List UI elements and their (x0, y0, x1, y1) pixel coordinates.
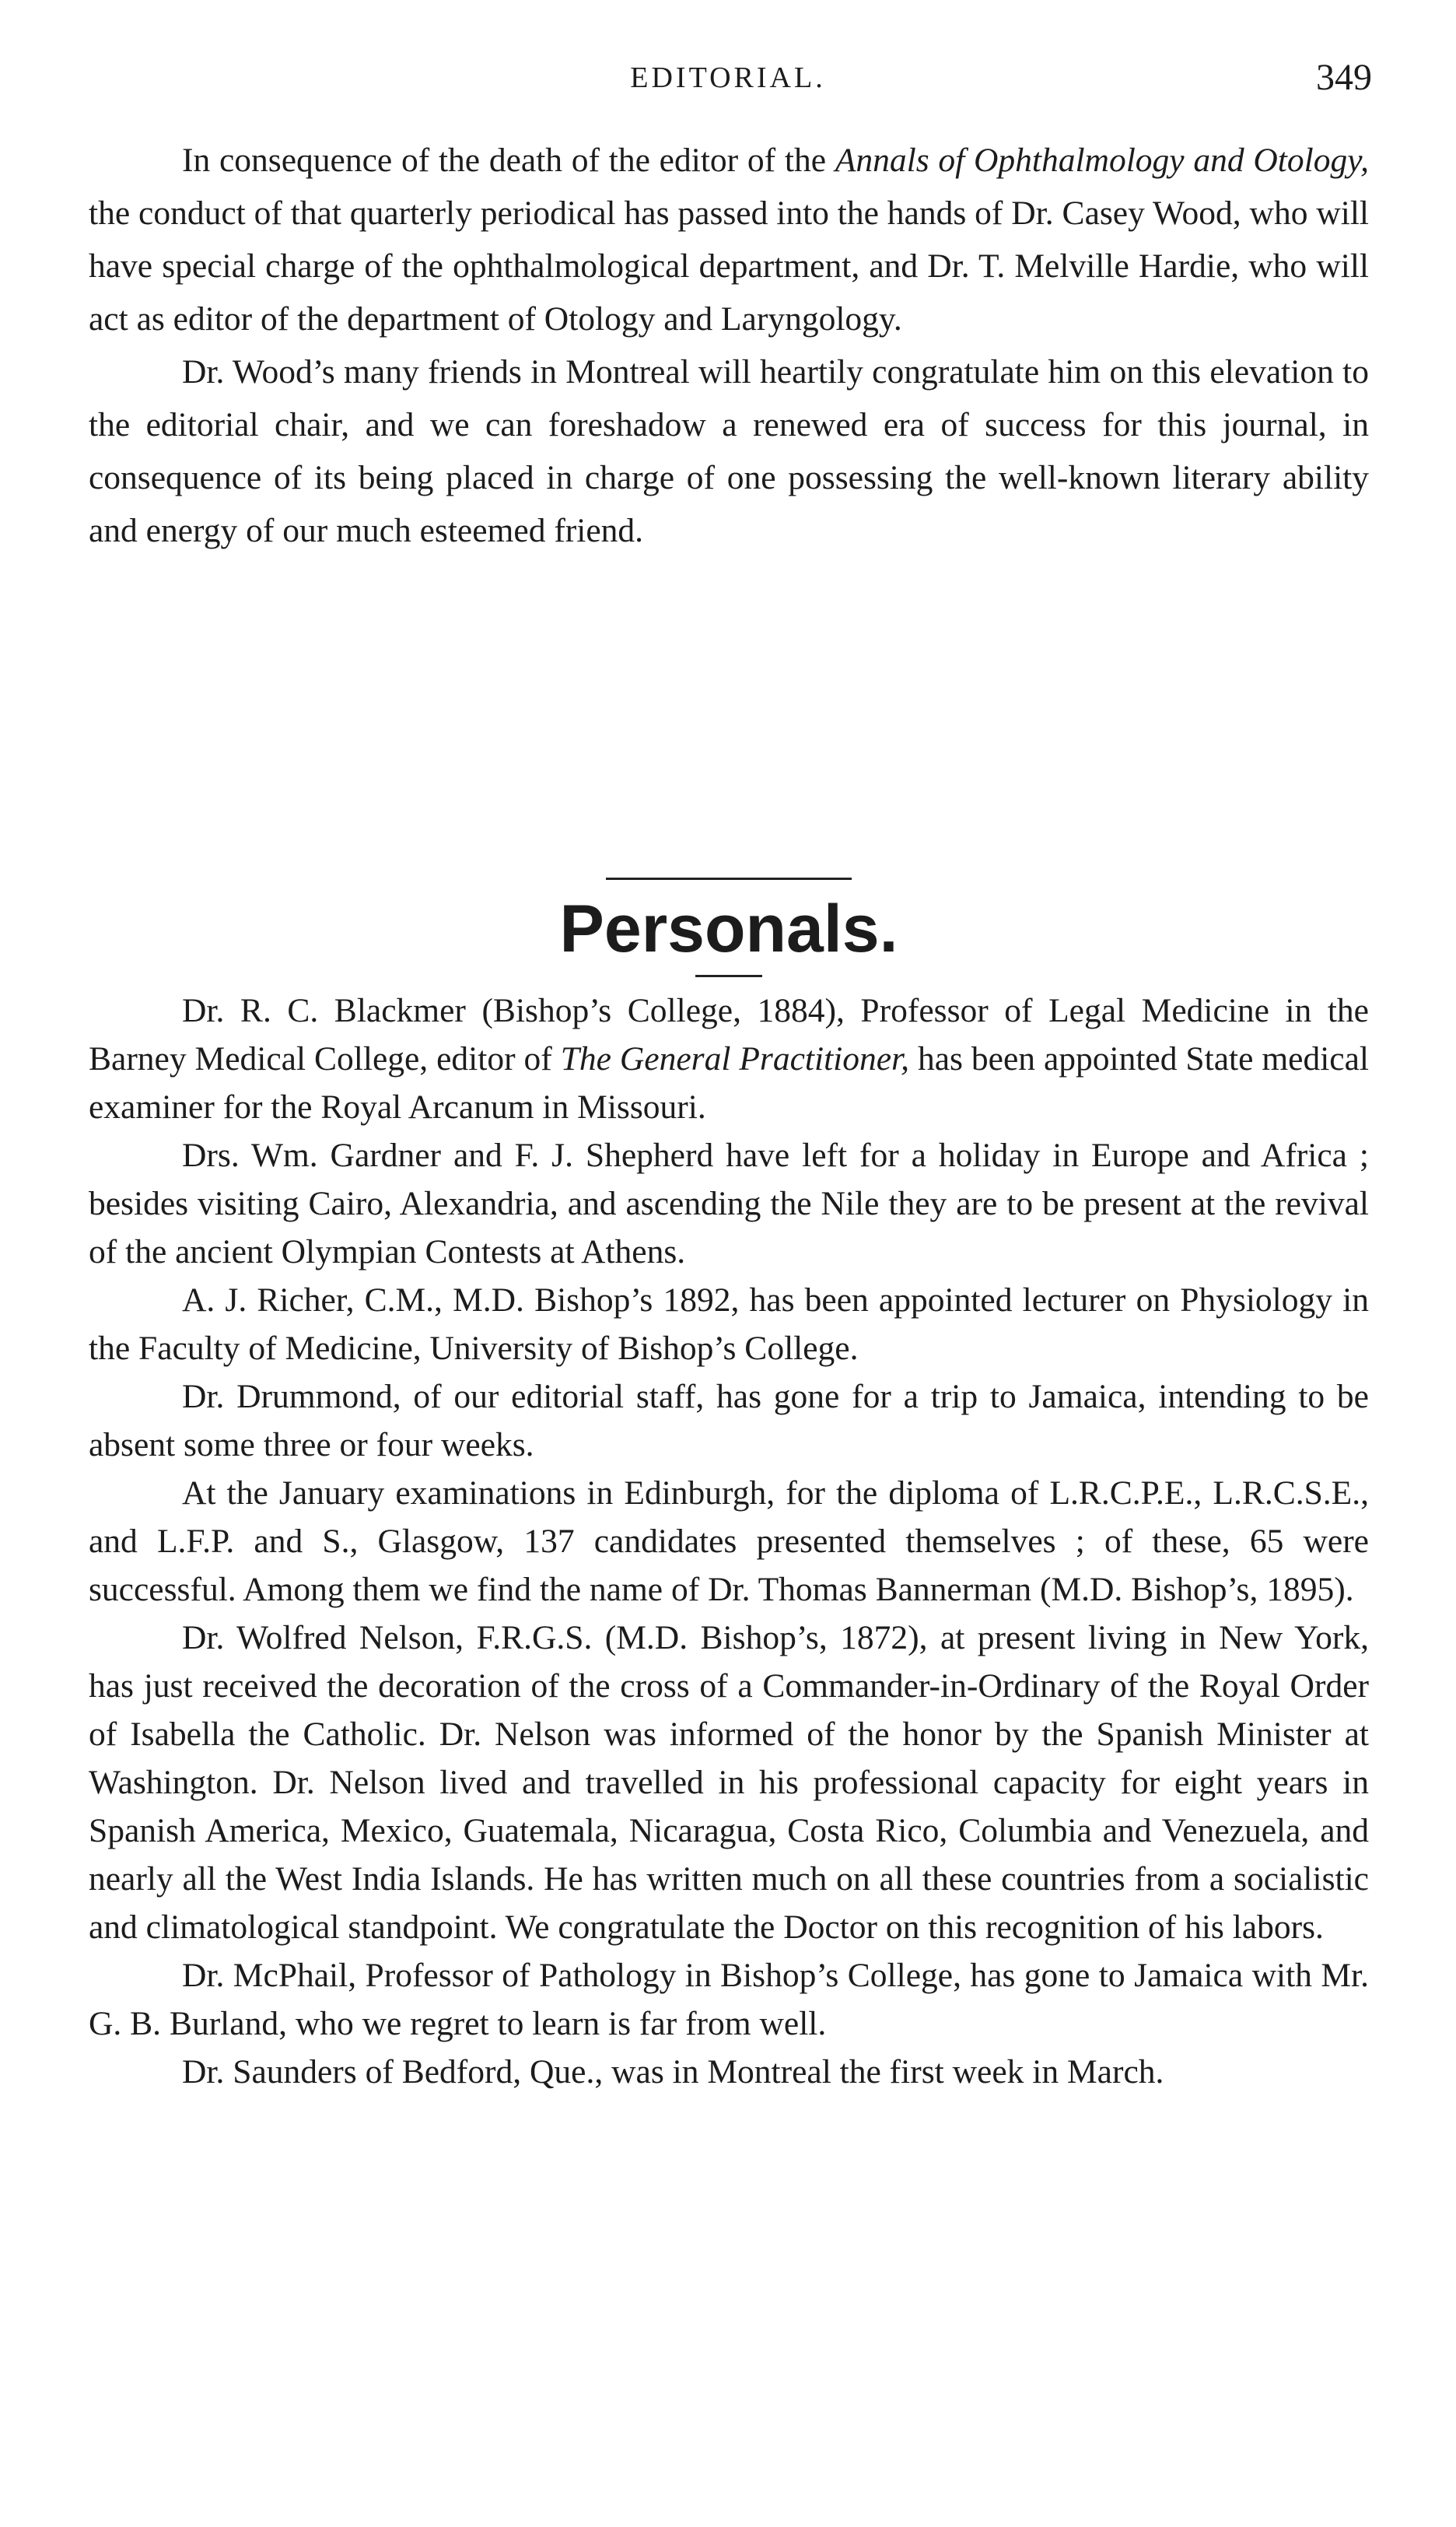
personal-item-nelson: Dr. Wolfred Nelson, F.R.G.S. (M.D. Bishop’s, 1872), at present living in New York, has just received the decoration of the cross of a Commander-in-Ordinary of the Royal Order of Isabella the Catholic. Dr. Nelson was informed of the honor by the Spanish Minister at Washington. Dr. Nelson lived and travelled in his professional capacity for eight years in Spanish America, Mexico, Guatemala, Nicaragua, Costa Rico, Columbia and Venezuela, and nearly all the West India Islands. He has written much on all these countries from a socialistic and climatological standpoint. We congratulate the Doctor on this recognition of his labors. (89, 1619, 1369, 1946)
paragraph-text: has been appointed State medical examiner for the Royal Arcanum in Missouri. (89, 1040, 1370, 1126)
editorial-section (89, 134, 1369, 557)
personal-item-gardner-shepherd: Drs. Wm. Gardner and F. J. Shepherd have left for a holiday in Europe and Africa ; besides visiting Cairo, Alexandria, and ascending the Nile they are to be present at the revival of the ancient Olympian Contests at Athens. (89, 1137, 1369, 1271)
personal-item-mcphail: Dr. McPhail, Professor of Pathology in Bishop’s College, has gone to Jamaica with Mr. G. B. Burland, who we regret to learn is far from well. (89, 1957, 1369, 2042)
personal-item-edinburgh-exams: At the January examinations in Edinburgh, for the diploma of L.R.C.P.E., L.R.C.S.E., and L.F.P. and S., Glasgow, 137 candidates presented themselves ; of these, 65 were successful. Among them we find the name of Dr. Thomas Bannerman (M.D. Bishop’s, 1895). (89, 1474, 1369, 1608)
section-divider-bottom (695, 975, 762, 977)
personal-item-richer: A. J. Richer, C.M., M.D. Bishop’s 1892, has been appointed lecturer on Physiology in the Faculty of Medicine, University of Bishop’s College. (89, 1281, 1369, 1367)
paragraph-text: Dr. R. C. Blackmer (Bishop’s College, 1884), Professor of Legal Medicine in the Barney Medical College, editor of (89, 992, 1369, 1078)
personals-list (89, 987, 1369, 2096)
editorial-paragraph-2: Dr. Wood’s many friends in Montreal will heartily congratulate him on this elevation to the editorial chair, and we can foreshadow a renewed era of success for this journal, in consequence of its being placed in charge of one possessing the well-known literary ability and energy of our much esteemed friend. (89, 353, 1369, 549)
page-header (0, 56, 1456, 110)
page-number: 349 (1316, 57, 1372, 98)
editorial-paragraph-1 (89, 134, 1369, 345)
running-title: EDITORIAL. (630, 61, 826, 94)
journal-title-italic: The General Practitioner, (560, 1040, 910, 1078)
journal-title-italic: Annals of Ophthalmology and Otology, (835, 142, 1369, 179)
paragraph-text: In consequence of the death of the editor of the (182, 142, 835, 179)
section-heading: Personals. (559, 892, 898, 966)
personal-item-drummond: Dr. Drummond, of our editorial staff, has gone for a trip to Jamaica, intending to be absent some three or four weeks. (89, 1378, 1369, 1463)
personal-item-blackmer (89, 987, 1369, 1131)
personals-section (89, 878, 1369, 2096)
paragraph-text: the conduct of that quarterly periodical has passed into the hands of Dr. Casey Wood, who will have special charge of the ophthalmological department, and Dr. T. Melville Hardie, who will act as editor of the department of Otology and Laryngology. (89, 195, 1369, 338)
section-divider-top (606, 878, 852, 880)
personal-item-saunders: Dr. Saunders of Bedford, Que., was in Montreal the first week in March. (182, 2053, 1164, 2091)
